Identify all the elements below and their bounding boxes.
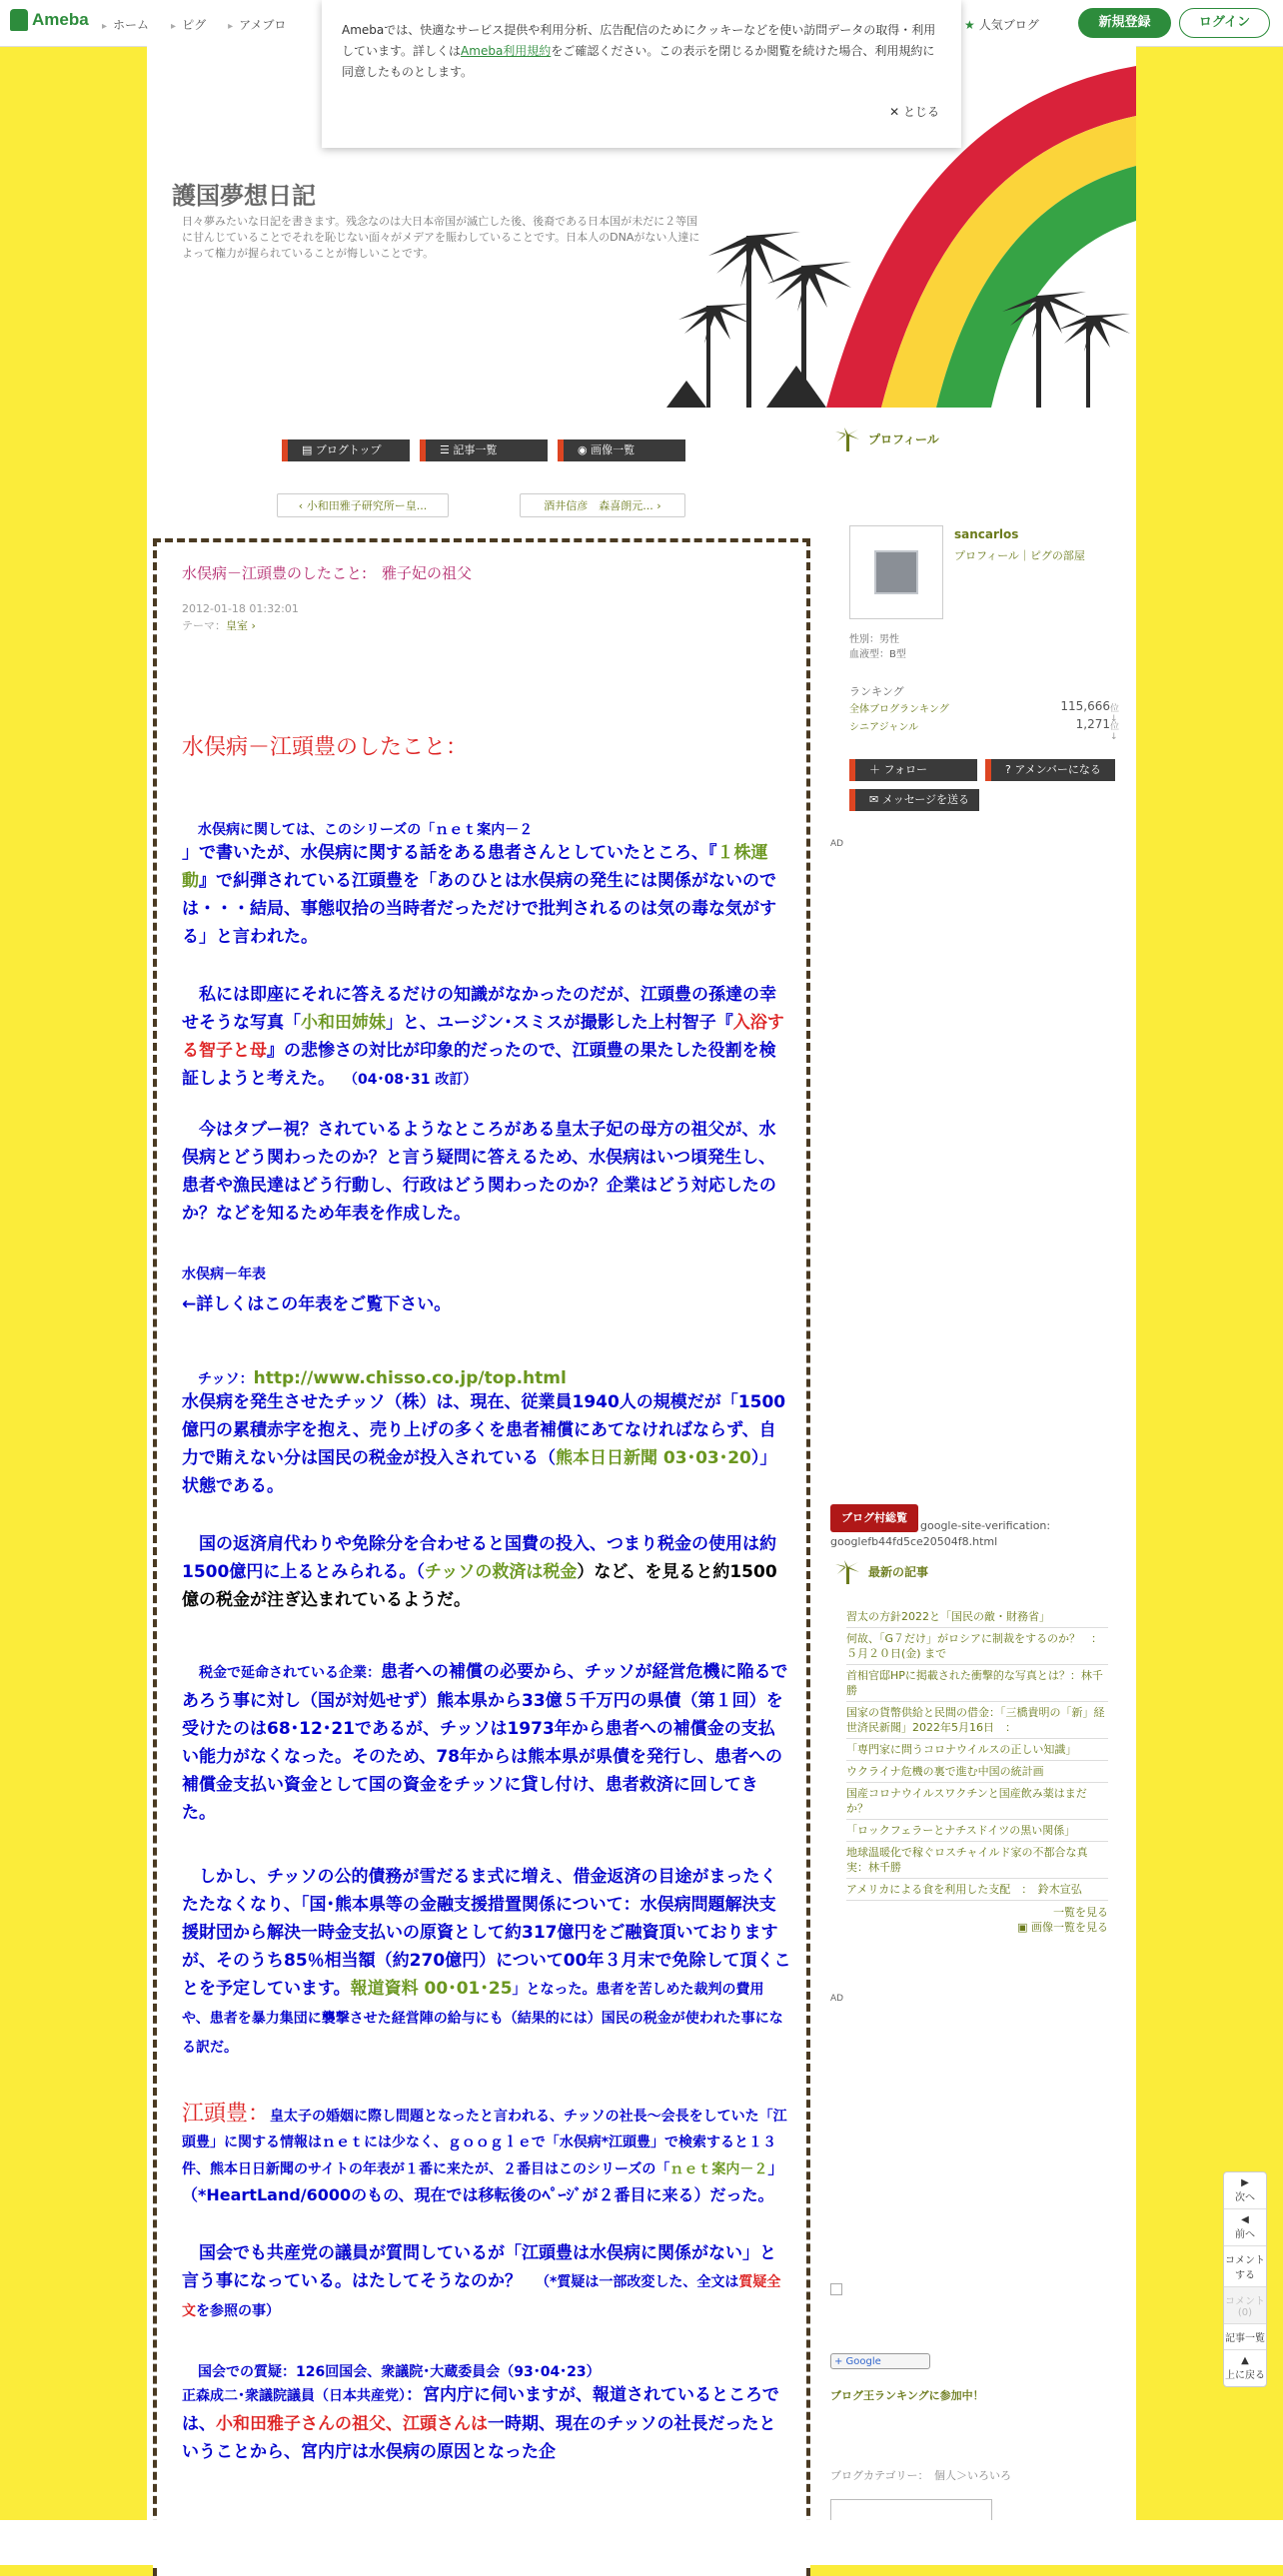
tab-blog-top[interactable] xyxy=(282,439,410,461)
para-7 xyxy=(182,1658,791,1827)
p1a: 水俣病に関しては、このシリーズの「ｎｅｔ案内－２ xyxy=(198,822,534,838)
genre-ranking-value: 1,271 xyxy=(1075,717,1110,731)
p11c: ：宮内庁に伺いますが、報道されているところでは、 xyxy=(182,2385,779,2434)
list-icon: ☰ xyxy=(440,443,454,456)
p10b: （*質疑は一部改変した、全文は xyxy=(536,2274,739,2290)
comment-count-label: コメント(0) xyxy=(1225,2296,1265,2318)
para-1 xyxy=(182,839,791,951)
latest-title: 地球温暖化で稼ぐロスチャイルド家の不都合な真実：林千勝 xyxy=(846,1846,1088,1874)
para-2 xyxy=(182,981,791,1094)
p7a: 税金で延命されている企業： xyxy=(199,1665,381,1681)
image-icon: ▣ xyxy=(1017,1921,1031,1934)
profile-avatar[interactable] xyxy=(849,525,943,619)
latest-articles-list xyxy=(846,1606,1108,1935)
palm-icon xyxy=(834,1558,860,1584)
floating-nav xyxy=(1223,2171,1267,2387)
para-6 xyxy=(182,1530,791,1614)
latest-title: 「専門家に問うコロナウイルスの正しい知識」 xyxy=(846,1743,1077,1756)
p8c: 」となった。患者を苦しめた裁判の費用や、患者を暴力集団に襲撃させた経営陣の給与にも（結果的には）国民の税金が使われた事になる訳だ。 xyxy=(182,1982,783,2056)
para-5 xyxy=(182,1388,791,1500)
article-title[interactable]: 水俣病－江頭豊のしたこと: 雅子妃の祖父 xyxy=(182,564,473,582)
para-8 xyxy=(182,1863,791,2062)
plus-icon: ＋ xyxy=(869,763,884,776)
para-11a: 国会での質疑：126回国会、衆議院･大蔵委員会（93･04･23） xyxy=(198,2364,601,2380)
rank-unit-2: 位 ↓ xyxy=(1110,722,1120,742)
tab-article-list-label: 記事一覧 xyxy=(453,443,498,456)
logo-text: Ameba xyxy=(32,10,89,29)
list-item[interactable] xyxy=(846,1606,1108,1628)
next-article-link[interactable] xyxy=(520,493,685,517)
para-11 xyxy=(182,2381,791,2466)
list-item[interactable] xyxy=(846,1702,1108,1739)
blog-description: 日々夢みたいな日記を書きます。残念なのは大日本帝国が滅亡した後、後裔である日本国が未だに２等国に甘んじていることでそれを恥じない面々がメデアを賑わしていることです。日本人のDNAがない人達によって権力が握られていることが悔しいことです。 xyxy=(182,215,700,260)
para-5a xyxy=(182,1368,791,1388)
site-verification-text: google-site-verification: googlefb44fd5ce20504f8.html xyxy=(830,1519,1051,1548)
nav-home[interactable]: ▸ ホーム xyxy=(102,16,149,33)
latest-title: 首相官邸HPに掲載された衝撃的な写真とは？：林千勝 xyxy=(846,1669,1103,1697)
p6c: ）など、を見ると約1500億の税金が注ぎ込まれているようだ。 xyxy=(182,1562,777,1610)
prev-label: 前へ xyxy=(1235,2229,1255,2240)
para-9 xyxy=(182,2102,791,2209)
p5a: チッソ： xyxy=(198,1371,254,1387)
p11e: 一時期、現在のチッソの社長だったということから、宮内庁は水俣病の原因となった企 xyxy=(182,2414,776,2462)
blogmura-banner[interactable]: ブログ村総覧 xyxy=(830,1504,918,1532)
p7b: 患者への補償の必要から、チッソが経営危機に陥るであろう事に対し（国が対処せず）熊本県から33億５千万円の県債（第１回）を受けたのは68･12･21であるが、チッソは1973年から患者への補償金の支払い能力がなくなった。そのため、78年からは熊本県が県債を発行し、患者への補償金支払い資金として国の資金をチッソに貸し付け、患者救済に回してきた。 xyxy=(182,1662,788,1823)
latest-title: 国家の貨幣供給と民間の借金：「三橋貴明の「新」経世済民新聞」2022年5月16日 ： xyxy=(846,1706,1105,1734)
p10d: を参照の事） xyxy=(196,2303,280,2319)
play-left-icon: ◀ xyxy=(1241,2214,1249,2225)
amember-button[interactable] xyxy=(985,759,1115,781)
p5c: 水俣病を発生させたチッソ（株）は、現在、従業員1940人の規模だが「1500億円の累積赤字を抱え、売り上げの多くを患者補償にあてなければならず、自力で賄えない分は国民の税金が投入されている（ xyxy=(182,1392,786,1468)
cookie-text xyxy=(342,20,939,83)
p9d: 」（*HeartLand/6000のもの、現在では移転後のﾍﾟｰｼﾞが２番目に来る）だった。 xyxy=(182,2158,784,2204)
article-date: 2012-01-18 01:32:01 xyxy=(182,602,299,615)
next-article-label: 酒井信彦 森喜朗元... xyxy=(544,499,653,512)
follow-label: フォロー xyxy=(883,763,927,776)
blog-container xyxy=(147,46,1136,2565)
latest-title: 習太の方針2022と「国民の敵・財務省」 xyxy=(846,1610,1050,1623)
palm-icon xyxy=(834,426,860,451)
overall-ranking-value: 115,666 xyxy=(1060,699,1110,713)
chevron-right-icon: › xyxy=(248,619,256,632)
overall-ranking-link[interactable]: 全体ブログランキング xyxy=(849,704,949,715)
blog-title[interactable]: 護国夢想日記 xyxy=(172,183,316,210)
latest-heading xyxy=(834,1558,928,1584)
profile-links[interactable]: プロフィール｜ピグの部屋 xyxy=(954,549,1085,562)
genre-ranking-link[interactable]: シニアジャンル xyxy=(849,722,919,733)
comment-button[interactable] xyxy=(1224,2246,1266,2287)
tab-image-list[interactable] xyxy=(558,439,685,461)
article-list-label: 記事一覧 xyxy=(1225,2333,1265,2344)
blog-category: ブログカテゴリー： 個人＞いろいろ xyxy=(830,2469,1012,2482)
prev-button[interactable] xyxy=(1224,2209,1266,2246)
avatar xyxy=(874,550,918,594)
tab-image-list-label: 画像一覧 xyxy=(591,443,636,456)
play-right-icon: ▶ xyxy=(1241,2177,1249,2188)
cookie-notice xyxy=(322,0,961,148)
p2e: 』の悲惨さの対比が印象的だったので、江頭豊の果たした役割を検証しようと考えた。 xyxy=(182,1041,776,1089)
ad-label: AD xyxy=(830,839,844,849)
p10a: 国会でも共産党の議員が質問しているが「江頭豊は水俣病に関係がない」と言う事になっている。はたしてそうなのか？ xyxy=(182,2243,776,2291)
article-body xyxy=(182,702,791,2466)
back-to-top-label: 上に戻る xyxy=(1225,2370,1265,2381)
para-3: 今はタブー視？されているようなところがある皇太子妃の母方の祖父が、水俣病とどう関わったのか？と言う疑問に答えるため、水俣病はいつ頃発生し、患者や漁民達はどう行動し、行政はどう関わったのか？企業はどう対応したのか？などを知るため年表を作成した。 xyxy=(182,1120,776,1224)
p9a: 江頭豊： xyxy=(182,2102,271,2127)
latest-title: アメリカによる食を利用した支配 ： 鈴木宣弘 xyxy=(846,1883,1082,1896)
p2a: 私には即座にそれに答えるだけの知識がなかったのだが、江頭豊の孫達の幸せそうな写真「 xyxy=(182,985,776,1033)
latest-title: 「ロックフェラーとナチスドイツの黒い関係」 xyxy=(846,1824,1076,1837)
article-box xyxy=(153,538,810,2576)
para-4: ←詳しくはこの年表をご覧下さい。 xyxy=(182,1294,452,1314)
ad-label-2: AD xyxy=(830,1994,844,2004)
latest-heading-label: 最新の記事 xyxy=(868,1564,929,1579)
view-all-link[interactable]: 一覧を見る xyxy=(1053,1906,1108,1919)
para-10 xyxy=(182,2239,791,2325)
link-full-qa[interactable]: 質疑全文 xyxy=(182,2274,781,2319)
list-item[interactable] xyxy=(846,1761,1108,1783)
para-1a xyxy=(182,819,791,839)
p6a: 国の返済肩代わりや免除分を合わせると国費の投入、つまり税金の使用は約1500億円に上るとみられる。（ xyxy=(182,1534,776,1582)
link-press-release[interactable]: 報道資料 00･01･25 xyxy=(350,1979,513,1999)
popular-label: 人気ブログ xyxy=(978,18,1039,32)
profile-heading xyxy=(834,426,939,451)
next-label: 次へ xyxy=(1235,2192,1255,2203)
theme-link[interactable]: 皇室 xyxy=(226,619,248,632)
p1b: 」で書いたが、水俣病に関する話をある患者さんとしていたところ、『 xyxy=(182,843,717,863)
chevron-right-icon: › xyxy=(652,499,661,512)
latest-title: 国産コロナウイルスワクチンと国産飲み薬はまだか？ xyxy=(846,1787,1087,1815)
list-item[interactable] xyxy=(846,1842,1108,1879)
signup-button[interactable]: 新規登録 xyxy=(1078,8,1171,38)
image-list-link[interactable] xyxy=(846,1920,1108,1935)
article-theme xyxy=(182,617,256,633)
latest-title: 何故、「G７だけ」がロシアに制裁をするのか？ ：５月２０日(金) まで xyxy=(846,1632,1103,1660)
gender: 性別：男性 xyxy=(849,634,899,645)
tab-article-list[interactable] xyxy=(420,439,548,461)
link-kabu-undo[interactable]: １株運動 xyxy=(182,843,768,891)
cookie-close-button[interactable]: ✕ とじる xyxy=(889,105,939,119)
next-button[interactable] xyxy=(1224,2172,1266,2209)
link-kumanichi[interactable]: 熊本日日新聞 03･03･20 xyxy=(556,1448,751,1468)
tab-blog-top-label: ブログトップ xyxy=(315,443,382,456)
list-item[interactable] xyxy=(846,1665,1108,1702)
document-icon: ▤ xyxy=(302,443,316,456)
star-icon: ★ xyxy=(964,18,975,32)
chevron-left-icon: ‹ xyxy=(298,499,307,512)
link-owada-sisters[interactable]: 小和田姉妹 xyxy=(301,1013,386,1033)
nav-ameblo[interactable]: ▸ アメブロ xyxy=(228,16,286,33)
link-net-guide-2[interactable]: ｎｅｔ案内－２ xyxy=(669,2161,768,2177)
latest-title: ウクライナ危機の裏で進む中国の統計画 xyxy=(846,1765,1044,1778)
header-nav xyxy=(102,16,286,33)
comment-label: コメントする xyxy=(1225,2255,1265,2281)
add-google-button[interactable]: + Google xyxy=(830,2353,930,2369)
prev-article-label: 小和田雅子研究所ー皇... xyxy=(306,499,428,512)
question-icon: ? xyxy=(1005,763,1015,776)
link-tomoko-bath[interactable]: 入浴する智子と母 xyxy=(182,1013,784,1061)
message-label: メッセージを送る xyxy=(881,793,970,806)
amember-label: アメンバーになる xyxy=(1014,763,1101,776)
back-to-top-button[interactable] xyxy=(1224,2350,1266,2386)
bottom-bar xyxy=(0,2520,1283,2565)
login-button[interactable]: ログイン xyxy=(1179,8,1270,38)
list-item[interactable] xyxy=(846,1628,1108,1665)
follow-button[interactable] xyxy=(849,759,977,781)
blood-type: 血液型：B型 xyxy=(849,649,906,660)
p8a: しかし、チッソの公的債務が雪だるま式に増え、借金返済の目途がまったくたたなくなり、「国･熊本県等の金融支援措置関係について：水俣病問題解決支援財団から解決一時金支払いの原資として約317億円をご融資頂いておりますが、そのうち85％相当額（約270億円）について00年３月末で免除して頂くことを予定しています。 xyxy=(182,1867,791,1999)
list-item[interactable] xyxy=(846,1820,1108,1842)
list-item[interactable] xyxy=(846,1879,1108,1901)
blog-ranking-link[interactable]: ブログ王ランキングに参加中！ xyxy=(830,2389,984,2402)
p2c: 」と、ユージン･スミスが撮影した上村智子『 xyxy=(386,1013,733,1033)
rank-unit: 位 ↓ xyxy=(1110,704,1120,724)
link-chisso-tax[interactable]: チッソの救済は税金 xyxy=(424,1562,578,1582)
comment-count xyxy=(1224,2287,1266,2324)
list-item[interactable] xyxy=(846,1739,1108,1761)
p2f: （04･08･31 改訂） xyxy=(351,1072,478,1088)
p11d: 小和田雅子さんの祖父、江頭さんは xyxy=(216,2414,488,2434)
terms-link[interactable]: Ameba利用規約 xyxy=(461,44,552,58)
cookie-text-1: Amebaでは、快適なサービス提供や利用分析、広告配信のためにクッキーなどを使い訪問データの取得・利用しています。詳しくは xyxy=(342,23,936,58)
link-minamata-timeline[interactable]: 水俣病－年表 xyxy=(182,1267,266,1283)
camera-icon: ◉ xyxy=(578,443,592,456)
nav-pigg[interactable]: ▸ ピグ xyxy=(171,16,206,33)
message-icon: ✉ xyxy=(869,793,882,806)
ameba-logo[interactable] xyxy=(10,9,89,31)
cookie-text-2: をご確認ください。この表示を閉じるか閲覧を続けた場合、利用規約に同意したものとします。 xyxy=(342,44,935,79)
prev-article-link[interactable] xyxy=(277,493,449,517)
article-list-button[interactable] xyxy=(1224,2324,1266,2350)
image-list-label: 画像一覧を見る xyxy=(1031,1921,1108,1934)
ameba-logo-icon xyxy=(10,9,28,31)
broken-image-icon xyxy=(830,2283,842,2295)
link-chisso-site[interactable]: http://www.chisso.co.jp/top.html xyxy=(253,1368,567,1388)
p1d: 』で糾弾されている江頭豊を「あのひとは水俣病の発生には関係がないのでは・・・結局、事態収拾の当時者だっただけで批判されるのは気の毒な気がする」と言われた。 xyxy=(182,871,776,947)
p5e: ）」状態である。 xyxy=(182,1448,777,1496)
p11b: 正森成二･衆議院議員（日本共産党） xyxy=(182,2388,406,2404)
list-item[interactable] xyxy=(846,1783,1108,1820)
triangle-up-icon: ▲ xyxy=(1241,2355,1249,2366)
article-heading: 水俣病－江頭豊のしたこと： xyxy=(182,735,469,760)
popular-blog-link[interactable] xyxy=(964,16,1039,33)
profile-heading-label: プロフィール xyxy=(868,431,939,446)
profile-name[interactable]: sancarlos xyxy=(954,527,1019,541)
ranking-label: ランキング xyxy=(849,685,904,698)
p9b: 皇太子の婚姻に際し問題となったと言われる、チッソの社長～会長をしていた「江頭豊」に関する情報はｎｅｔには少なく、ｇｏｏｇｌｅで「水俣病*江頭豊」で検索すると１３件、熊本日日新聞のサイトの年表が１番に来たが、２番目はこのシリーズの「 xyxy=(182,2109,787,2177)
message-button[interactable] xyxy=(849,789,979,811)
theme-label: テーマ： xyxy=(182,619,226,632)
